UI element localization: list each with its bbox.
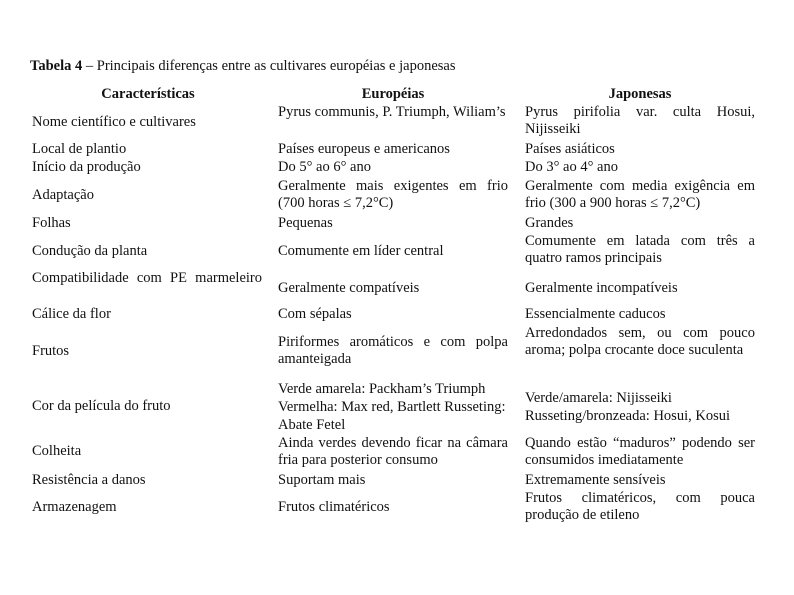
header-caracteristicas: Características bbox=[101, 86, 195, 102]
table-cell: Compatibilidade com PE marmeleiro bbox=[32, 270, 262, 286]
table-cell: Geralmente com media exigência em frio (300 a 900 horas ≤ 7,2°C) bbox=[525, 178, 755, 211]
table-cell: Pyrus pirifolia var. culta Hosui, Nijisseiki bbox=[525, 104, 755, 137]
table-cell: Início da produção bbox=[32, 159, 141, 175]
header-europeias: Européias bbox=[361, 86, 425, 102]
table-cell: Condução da planta bbox=[32, 243, 148, 259]
table-cell: Países europeus e americanos bbox=[278, 141, 450, 157]
table-cell: Folhas bbox=[32, 215, 71, 231]
table-cell: Cálice da flor bbox=[32, 306, 111, 322]
table-cell: Pequenas bbox=[278, 215, 333, 231]
table-cell: Frutos climatéricos bbox=[278, 499, 390, 515]
table-caption-label: Tabela 4 bbox=[30, 58, 83, 74]
table-cell: Resistência a danos bbox=[32, 472, 146, 488]
table-cell: Do 5° ao 6° ano bbox=[278, 159, 371, 175]
table-cell: Verde/amarela: Nijisseiki Russeting/bronzeada: Hosui, Kosui bbox=[525, 390, 730, 424]
table-cell: Verde amarela: Packham’s Triumph Vermelha: Max red, Bartlett Russeting: Abate Fetel bbox=[278, 381, 506, 433]
table-cell: Frutos climatéricos, com pouca produção de etileno bbox=[525, 490, 755, 523]
table-cell: Adaptação bbox=[32, 187, 94, 203]
table-caption bbox=[30, 58, 455, 75]
table-cell: Geralmente mais exigentes em frio (700 horas ≤ 7,2°C) bbox=[278, 178, 508, 211]
table-cell: Geralmente incompatíveis bbox=[525, 280, 678, 296]
table-cell: Do 3° ao 4° ano bbox=[525, 159, 618, 175]
table-cell: Colheita bbox=[32, 443, 82, 459]
header-japonesas: Japonesas bbox=[608, 86, 672, 102]
table-caption-text: – Principais diferenças entre as cultivares européias e japonesas bbox=[82, 58, 456, 74]
table-cell: Frutos bbox=[32, 343, 70, 359]
table-cell: Com sépalas bbox=[278, 306, 352, 322]
table-cell: Quando estão “maduros” podendo ser consumidos imediatamente bbox=[525, 435, 755, 468]
table-cell: Extremamente sensíveis bbox=[525, 472, 666, 488]
table-cell: Geralmente compatíveis bbox=[278, 280, 420, 296]
table-cell: Pyrus communis, P. Triumph, Wiliam’s bbox=[278, 104, 506, 120]
table-cell: Local de plantio bbox=[32, 141, 127, 157]
table-cell: Grandes bbox=[525, 215, 574, 231]
table-cell: Ainda verdes devendo ficar na câmara fria para posterior consumo bbox=[278, 435, 508, 468]
table-cell: Comumente em líder central bbox=[278, 243, 444, 259]
table-cell: Armazenagem bbox=[32, 499, 117, 515]
table-cell: Arredondados sem, ou com pouco aroma; polpa crocante doce suculenta bbox=[525, 325, 755, 358]
table-cell: Essencialmente caducos bbox=[525, 306, 666, 322]
table-cell: Nome científico e cultivares bbox=[32, 114, 196, 130]
table-cell: Países asiáticos bbox=[525, 141, 615, 157]
table-cell: Suportam mais bbox=[278, 472, 366, 488]
table-cell: Piriformes aromáticos e com polpa amanteigada bbox=[278, 334, 508, 367]
table-cell: Comumente em latada com três a quatro ramos principais bbox=[525, 233, 755, 266]
table-cell: Cor da película do fruto bbox=[32, 398, 171, 414]
